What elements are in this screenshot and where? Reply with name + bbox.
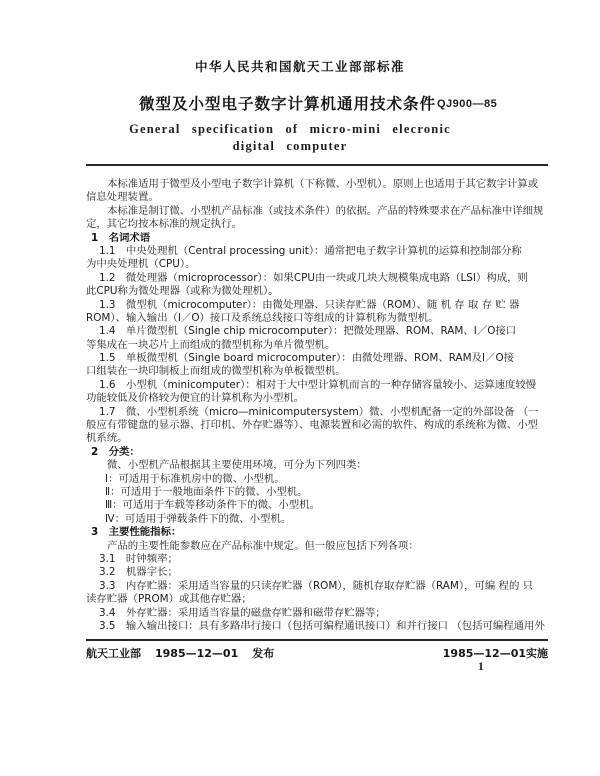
body-line: 3.3 内存贮器：采用适当容量的只读存贮器（ROM），随机存取存贮器（RAM），可编 程的 只 [99,579,534,592]
body-line: 1.3 微型机（microcomputer）：由微处理器、只读存贮器（ROM）、随 机 存 取 存 贮 器 [99,298,520,311]
document-body [86,178,552,633]
footer-divider-rule [86,639,548,641]
body-line: 3.2 机器字长； [99,566,178,579]
body-line: 1.1 中央处理机（Central processing unit）：通常把电子数字计算机的运算和控制部分称 [99,244,522,257]
body-line: Ⅲ：可适用于车载等移动条件下的微、小型机。 [105,499,320,512]
footer-issue-date: 1985—12—01 [155,647,239,660]
body-line: 2 分类： [91,445,140,458]
document-title-en-line2: digital computer [232,139,348,153]
ministry-standard-header: 中华人民共和国航天工业部部标准 [194,59,405,74]
body-line: 此CPU称为微处理器（或称为微处理机）。 [86,285,279,298]
body-line: 等集成在一块芯片上而组成的微型机称为单片微型机。 [86,338,336,351]
document-title-cn: 微型及小型电子数字计算机通用技术条件 [139,95,437,113]
body-line: 1.7 微、小型机系统（micro—minicomputersystem）微、小型机配备一定的外部设备 （一 [99,405,539,418]
body-line: 为中央处理机（CPU）。 [86,258,196,271]
body-line: Ⅳ：可适用于弹载条件下的微、小型机。 [105,512,292,525]
body-line: 定，其它均按本标准的规定执行。 [86,218,242,231]
body-line: 3.4 外存贮器：采用适当容量的磁盘存贮器和磁带存贮器等； [99,606,386,619]
footer-implementation-date: 1985—12—01实施 [442,647,548,660]
body-line: 1.4 单片微型机（Single chip microcomputer）：把微处理器、ROM、RAM、I／O接口 [99,325,517,338]
body-line: 信息处理装置。 [86,191,159,204]
document-title-en-line1: General specification of micro-mini elecronic [129,122,451,136]
body-line: 3.5 输入输出接口：具有多路串行接口（包括可编程通讯接口）和并行接口 （包括可编程通用外 [99,619,545,632]
body-line: 般应有带键盘的显示器、打印机、外存贮器等）、电源装置和必需的软件、构成的系统称为微、小型 [86,419,538,432]
footer [86,645,548,661]
body-line: Ⅰ：可适用于标准机房中的微、小型机。 [105,472,285,485]
footer-issue-label: 发布 [252,647,275,660]
footer-issue-info [86,645,274,661]
standard-number: QJ900—85 [437,98,498,110]
body-line: 1.6 小型机（minicomputer）：相对于大中型计算机而言的一种存储容量较小、运算速度较慢 [99,378,537,391]
body-line: 微、小型机产品根据其主要使用环境，可分为下列四类： [107,459,367,472]
body-line: Ⅱ：可适用于一般地面条件下的微、小型机。 [105,485,308,498]
body-line: 功能较低及价格较为便宜的计算机称为小型机。 [86,392,305,405]
header-divider-rule [86,164,548,166]
body-line: 1.5 单板微型机（Single board microcomputer）：由微处理器、ROM、RAM及I／O接 [99,352,515,365]
body-line: 本标准适用于微型及小型电子数字计算机（下称微、小型机）。原则上也适用于其它数字计算或 [107,178,539,190]
page-number: 1 [478,661,484,673]
body-line: 本标准是制订微、小型机产品标准（或技术条件）的依据。产品的特殊要求在产品标准中详细规 [107,204,544,217]
footer-issuer: 航天工业部 [86,647,141,660]
body-line: 口组装在一块印制板上而组成的微型机称为单板微型机。 [86,365,346,378]
body-line: 产品的主要性能参数应在产品标准中规定。但一般应包括下列各项： [107,539,419,552]
body-line: 3.1 时钟频率； [99,552,178,565]
body-line: 1 名词术语 [91,231,151,244]
body-line: 机系统。 [86,432,128,445]
body-line: 3 主要性能指标： [91,526,182,539]
body-line: ROM）、输入输出（I／O）接口及系统总线接口等组成的计算机称为微型机。 [86,311,439,324]
body-line: 1.2 微处理器（microprocessor）：如果CPU由一块或几块大规模集成电路（LSI）构成，则 [99,271,528,284]
body-line: 读存贮器（PROM）或其他存贮器； [86,593,252,606]
